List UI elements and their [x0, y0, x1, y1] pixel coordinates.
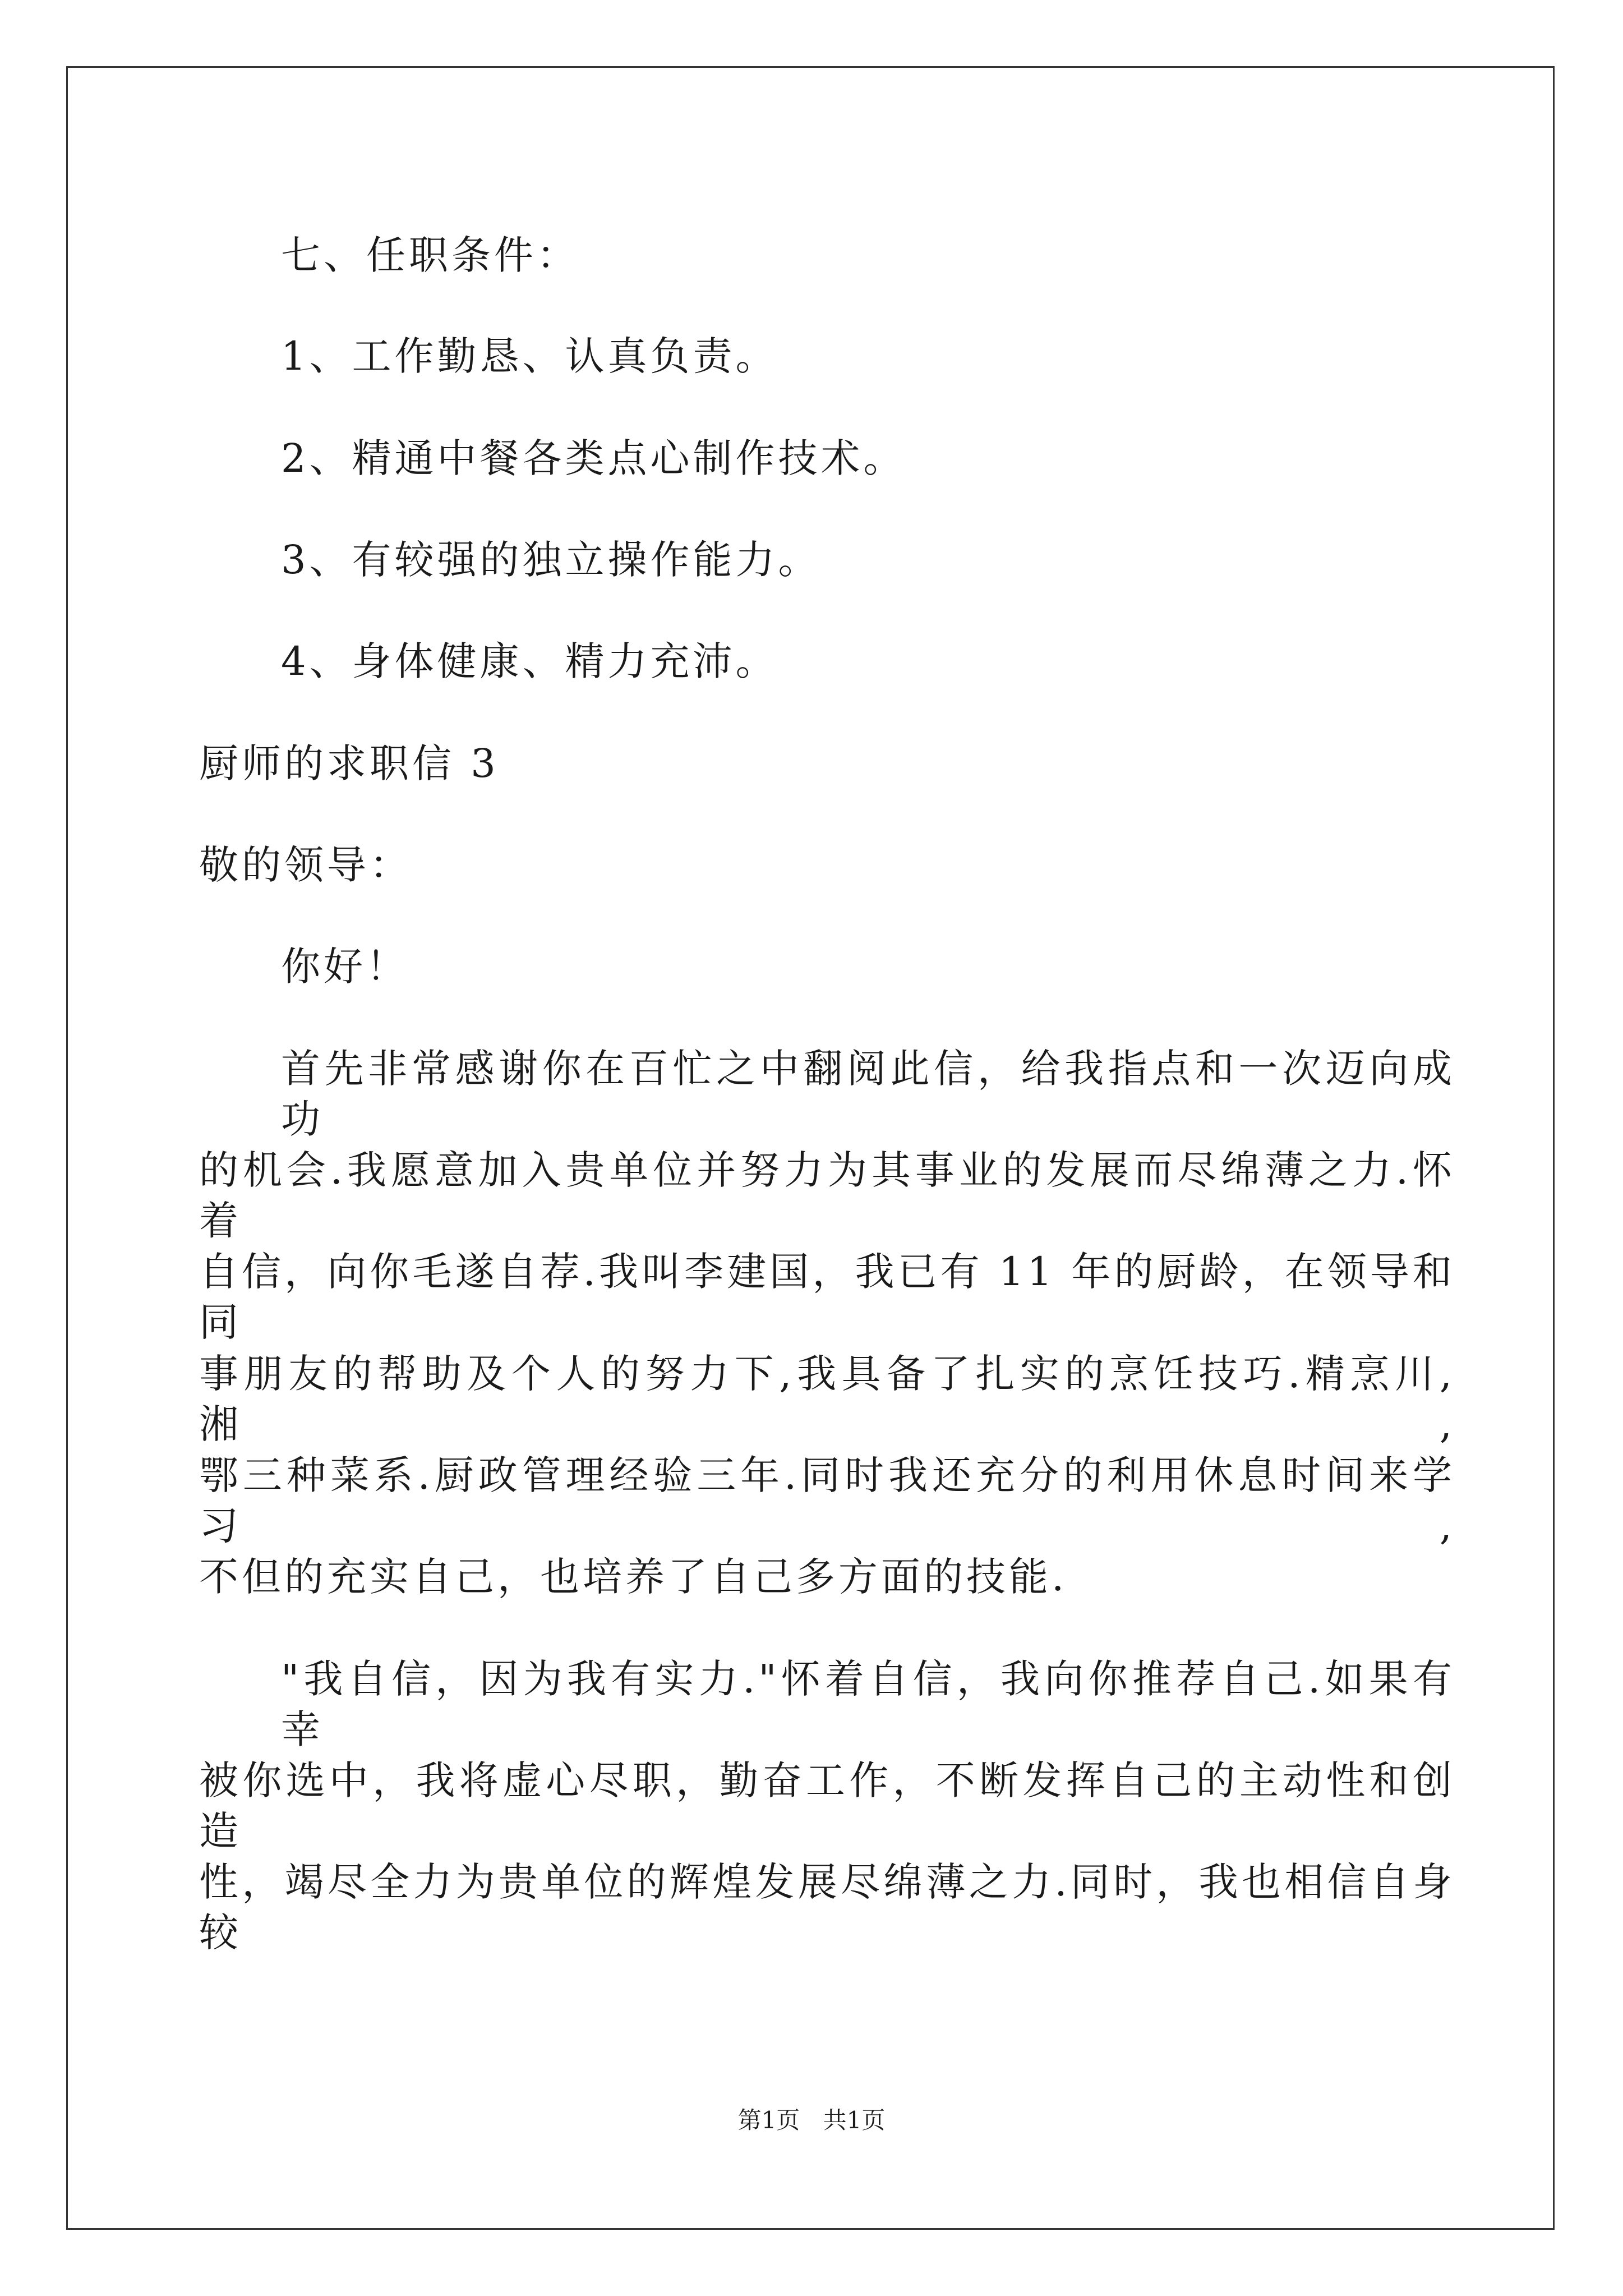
paragraph-line: "我自信，因为我有实力."怀着自信，我向你推荐自己.如果有幸	[281, 1656, 1455, 1752]
paragraph-line: 不但的充实自己，也培养了自己多方面的技能.	[199, 1554, 1068, 1600]
salutation: 敬的领导：	[199, 842, 412, 888]
paragraph-line: 性，竭尽全力为贵单位的辉煌发展尽绵薄之力.同时，我也相信自身较	[199, 1859, 1455, 1955]
paragraph-line: 事朋友的帮助及个人的努力下,我具备了扎实的烹饪技巧.精烹川,湘,	[199, 1351, 1455, 1447]
page-total: 共1页	[823, 2106, 886, 2134]
requirement-item: 1、工作勤恳、认真负责。	[281, 333, 778, 379]
greeting: 你好！	[281, 944, 409, 990]
paragraph-line: 被你选中，我将虚心尽职，勤奋工作，不断发挥自己的主动性和创造	[199, 1757, 1455, 1854]
page-footer	[0, 2104, 1623, 2137]
section-heading: 七、任职条件：	[281, 232, 579, 278]
paragraph-line: 首先非常感谢你在百忙之中翻阅此信，给我指点和一次迈向成功	[281, 1046, 1455, 1142]
paragraph-line: 的机会.我愿意加入贵单位并努力为其事业的发展而尽绵薄之力.怀着	[199, 1147, 1455, 1244]
requirement-item: 4、身体健康、精力充沛。	[281, 638, 778, 684]
requirement-item: 3、有较强的独立操作能力。	[281, 537, 821, 583]
letter-title: 厨师的求职信 3	[199, 740, 499, 786]
requirement-item: 2、精通中餐各类点心制作技术。	[281, 435, 906, 481]
page-number: 第1页	[737, 2106, 800, 2134]
paragraph-line: 自信，向你毛遂自荐.我叫李建国，我已有 11 年的厨龄，在领导和同	[199, 1249, 1455, 1345]
paragraph-line: 鄂三种菜系.厨政管理经验三年.同时我还充分的利用休息时间来学习,	[199, 1452, 1455, 1549]
